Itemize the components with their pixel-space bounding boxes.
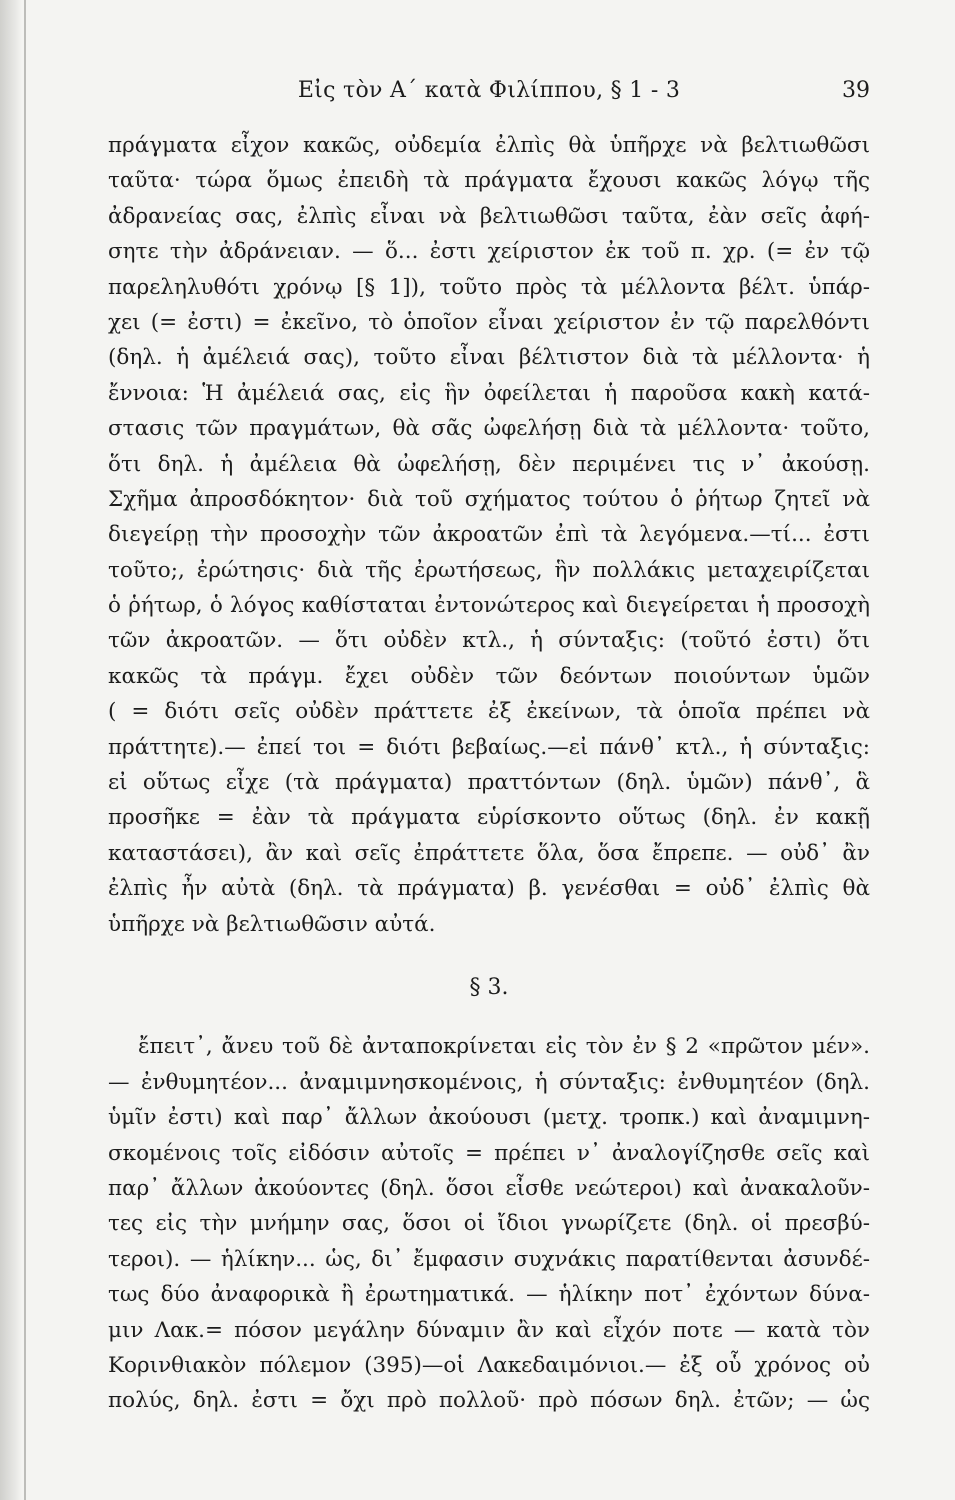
text-line: εἰ οὕτως εἶχε (τὰ πράγματα) πραττόντων (δηλ. ὑμῶν) πάνθ᾿, ἃ xyxy=(108,770,870,796)
text-line: τες εἰς τὴν μνήμην σας, ὅσοι οἱ ἴδιοι γνωρίζετε (δηλ. οἱ πρεσβύ- xyxy=(108,1211,870,1237)
section-heading: § 3. xyxy=(469,974,509,1000)
text-line: προσῆκε = ἐὰν τὰ πράγματα εὑρίσκοντο οὕτως (δηλ. ἐν κακῇ xyxy=(108,805,870,831)
text-line: ( = διότι σεῖς οὐδὲν πράττετε ἐξ ἐκείνων, τὰ ὁποῖα πρέπει νὰ xyxy=(108,699,870,725)
binding-edge xyxy=(24,0,26,1500)
text-line: ὅτι δηλ. ἡ ἀμέλεια θὰ ὠφελήσῃ, δὲν περιμένει τις ν᾿ ἀκούσῃ. xyxy=(108,451,870,477)
text-line: πολύς, δηλ. ἐστι = ὄχι πρὸ πολλοῦ· πρὸ πόσων δηλ. ἐτῶν; — ὡς xyxy=(108,1388,870,1414)
text-line: Κορινθιακὸν πόλεμον (395)—οἱ Λακεδαιμόνιοι.— ἐξ οὗ χρόνος οὐ xyxy=(108,1352,870,1378)
text-line: πράγματα εἶχον κακῶς, οὐδεμία ἐλπὶς θὰ ὑπῆρχε νὰ βελτιωθῶσι xyxy=(108,133,870,158)
text-line: χει (= ἐστι) = ἐκεῖνο, τὸ ὁποῖον εἶναι χείριστον ἐν τῷ παρελθόντι xyxy=(108,309,870,335)
text-line: τεροι). — ἡλίκην... ὡς, δι᾿ ἔμφασιν συχνάκις παρατίθενται ἀσυνδέ- xyxy=(108,1246,870,1272)
text-line: ταῦτα· τώρα ὅμως ἐπειδὴ τὰ πράγματα ἔχουσι κακῶς λόγῳ τῆς xyxy=(108,168,870,194)
commentary-paragraph-2 xyxy=(108,1029,870,1418)
text-line: ὁ ῥήτωρ, ὁ λόγος καθίσταται ἐντονώτερος καὶ διεγείρεται ἡ προσοχὴ xyxy=(108,593,870,619)
text-line: σητε τὴν ἀδράνειαν. — ὅ... ἐστι χείριστον ἐκ τοῦ π. χρ. (= ἐν τῷ xyxy=(108,239,870,265)
text-line: ὑμῖν ἐστι) καὶ παρ᾿ ἄλλων ἀκούουσι (μετχ. τροπκ.) καὶ ἀναμιμνη- xyxy=(108,1105,870,1131)
text-line: — ἐνθυμητέον... ἀναμιμνησκομένοις, ἡ σύνταξις: ἐνθυμητέον (δηλ. xyxy=(108,1069,870,1095)
page-number: 39 xyxy=(842,78,870,103)
text-line: παρεληλυθότι χρόνῳ [§ 1]), τοῦτο πρὸς τὰ μέλλοντα βέλτ. ὑπάρ- xyxy=(108,274,870,300)
commentary-paragraph-1 xyxy=(108,128,870,942)
text-line: τως δύο ἀναφορικὰ ἢ ἐρωτηματικά. — ἡλίκην ποτ᾿ ἐχόντων δύνα- xyxy=(108,1282,870,1308)
text-line: ἀδρανείας σας, ἐλπὶς εἶναι νὰ βελτιωθῶσι ταῦτα, ἐὰν σεῖς ἀφή- xyxy=(108,203,870,229)
text-line: ὑπῆρχε νὰ βελτιωθῶσιν αὐτά. xyxy=(108,911,436,937)
text-line: ἔπειτ᾿, ἄνευ τοῦ δὲ ἀνταποκρίνεται εἰς τὸν ἐν § 2 «πρῶτον μέν». xyxy=(138,1034,870,1060)
text-line: μιν Λακ.= πόσον μεγάλην δύναμιν ἂν καὶ εἶχόν ποτε — κατὰ τὸν xyxy=(108,1317,870,1343)
text-line: παρ᾿ ἄλλων ἀκούοντες (δηλ. ὅσοι εἶσθε νεώτεροι) καὶ ἀνακαλοῦν- xyxy=(108,1175,870,1201)
running-title: Εἰς τὸν Α΄ κατὰ Φιλίππου, § 1 - 3 xyxy=(297,78,681,103)
text-line: στασις τῶν πραγμάτων, θὰ σᾶς ὠφελήσῃ διὰ τὰ μέλλοντα· τοῦτο, xyxy=(108,416,870,442)
text-line: Σχῆμα ἀπροσδόκητον· διὰ τοῦ σχήματος τούτου ὁ ῥήτωρ ζητεῖ νὰ xyxy=(108,486,870,512)
text-line: σκομένοις τοῖς εἰδόσιν αὐτοῖς = πρέπει ν᾿ ἀναλογίζησθε σεῖς καὶ xyxy=(108,1140,870,1166)
page-body xyxy=(108,128,870,1419)
text-line: πράττητε).— ἐπεί τοι = διότι βεβαίως.—εἰ πάνθ᾿ κτλ., ἡ σύνταξις: xyxy=(108,734,870,760)
page-header xyxy=(108,74,870,110)
text-line: τῶν ἀκροατῶν. — ὅτι οὐδὲν κτλ., ἡ σύνταξις: (τοῦτό ἐστι) ὅτι xyxy=(108,628,870,654)
text-line: κακῶς τὰ πράγμ. ἔχει οὐδὲν τῶν δεόντων ποιούντων ὑμῶν xyxy=(108,663,870,689)
text-line: (δηλ. ἡ ἀμέλειά σας), τοῦτο εἶναι βέλτιστον διὰ τὰ μέλλοντα· ἡ xyxy=(108,345,870,371)
text-line: καταστάσει), ἂν καὶ σεῖς ἐπράττετε ὅλα, ὅσα ἔπρεπε. — οὐδ᾿ ἂν xyxy=(108,840,870,866)
text-line: ἔννοια: Ἡ ἀμέλειά σας, εἰς ἣν ὀφείλεται ἡ παροῦσα κακὴ κατά- xyxy=(108,380,870,406)
page-gutter-shadow xyxy=(0,0,22,1500)
text-line: τοῦτο;, ἐρώτησις· διὰ τῆς ἐρωτήσεως, ἣν πολλάκις μεταχειρίζεται xyxy=(108,557,870,583)
text-line: διεγείρῃ τὴν προσοχὴν τῶν ἀκροατῶν ἐπὶ τὰ λεγόμενα.—τί... ἐστι xyxy=(108,522,870,548)
text-line: ἐλπὶς ἦν αὐτὰ (δηλ. τὰ πράγματα) β. γενέσθαι = οὐδ᾿ ἐλπὶς θὰ xyxy=(108,876,870,902)
